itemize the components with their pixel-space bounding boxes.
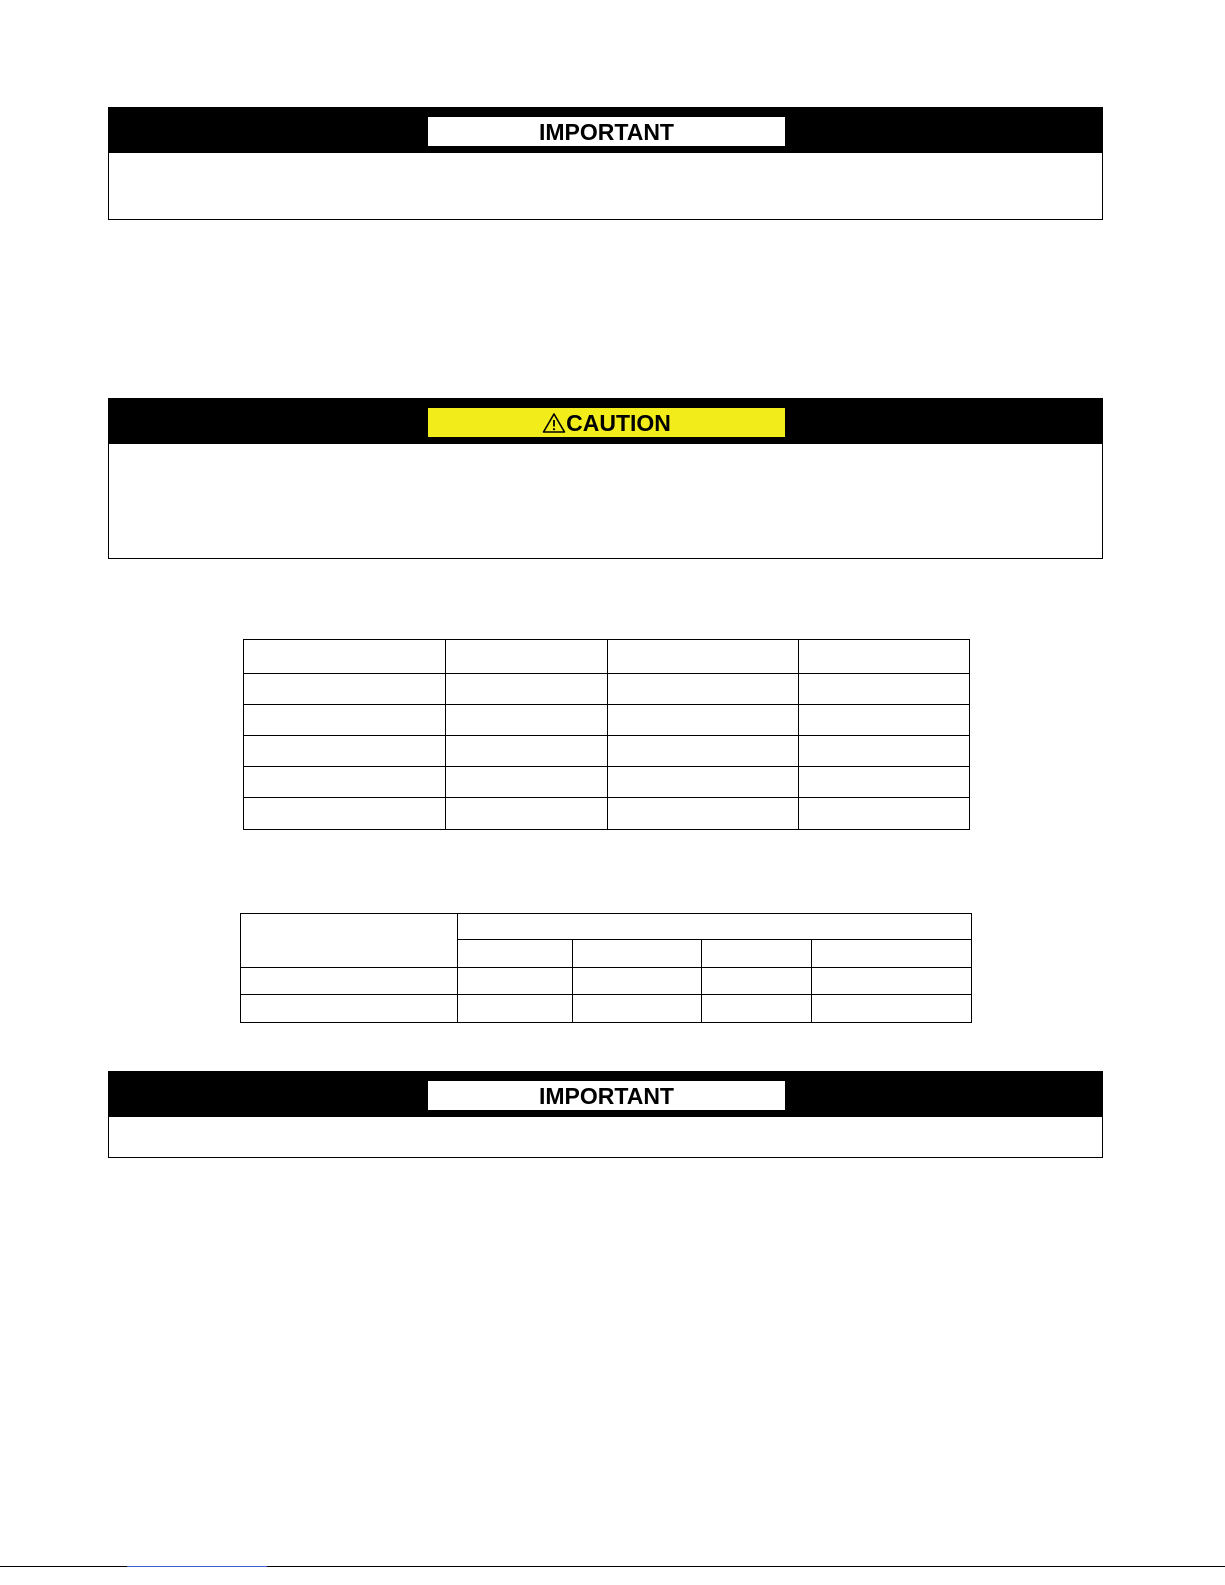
table-cell bbox=[799, 705, 970, 736]
table-cell bbox=[799, 640, 970, 674]
table-cell bbox=[446, 798, 608, 830]
table-cell bbox=[446, 674, 608, 705]
table-cell bbox=[244, 767, 446, 798]
notice-header bbox=[109, 108, 1102, 153]
table-row bbox=[244, 798, 970, 830]
table-cell bbox=[702, 940, 812, 968]
caution-notice bbox=[108, 398, 1103, 559]
table-cell bbox=[241, 995, 458, 1023]
spec-table-1 bbox=[243, 639, 970, 830]
footer-link-underline[interactable] bbox=[127, 1566, 267, 1567]
table-row bbox=[241, 968, 972, 995]
table-cell bbox=[458, 914, 972, 940]
table-row bbox=[244, 736, 970, 767]
table-cell bbox=[244, 798, 446, 830]
table-row bbox=[244, 640, 970, 674]
important-notice-2 bbox=[108, 1071, 1103, 1158]
warning-triangle-icon bbox=[542, 411, 566, 441]
table-cell bbox=[446, 705, 608, 736]
table-cell bbox=[799, 674, 970, 705]
table-cell bbox=[812, 968, 972, 995]
important-notice-1 bbox=[108, 107, 1103, 220]
table-cell bbox=[812, 995, 972, 1023]
table-cell bbox=[702, 995, 812, 1023]
table-cell bbox=[458, 995, 573, 1023]
table-cell bbox=[608, 736, 799, 767]
spec-table-2 bbox=[240, 913, 972, 1023]
notice-header bbox=[109, 1072, 1102, 1117]
table-cell bbox=[446, 767, 608, 798]
table-cell bbox=[608, 705, 799, 736]
table-cell bbox=[799, 736, 970, 767]
table-cell bbox=[608, 674, 799, 705]
table-cell bbox=[812, 940, 972, 968]
table-row bbox=[244, 767, 970, 798]
table-cell bbox=[702, 968, 812, 995]
caution-label bbox=[428, 408, 785, 437]
important-label: IMPORTANT bbox=[428, 117, 785, 146]
table-cell bbox=[244, 640, 446, 674]
table-row bbox=[241, 995, 972, 1023]
table-cell bbox=[608, 767, 799, 798]
table-cell bbox=[446, 736, 608, 767]
table-cell bbox=[458, 940, 573, 968]
notice-header bbox=[109, 399, 1102, 444]
table-row bbox=[241, 914, 972, 940]
table-cell bbox=[608, 798, 799, 830]
table-cell bbox=[799, 767, 970, 798]
table-cell bbox=[244, 674, 446, 705]
table-cell bbox=[458, 968, 573, 995]
table-cell bbox=[241, 968, 458, 995]
table-cell bbox=[573, 995, 702, 1023]
table-row bbox=[244, 674, 970, 705]
table-cell bbox=[608, 640, 799, 674]
table-cell bbox=[244, 736, 446, 767]
table-row bbox=[244, 705, 970, 736]
important-label: IMPORTANT bbox=[428, 1081, 785, 1110]
table-cell bbox=[573, 940, 702, 968]
table-cell bbox=[241, 914, 458, 968]
table-cell bbox=[244, 705, 446, 736]
table-cell bbox=[573, 968, 702, 995]
table-cell bbox=[799, 798, 970, 830]
caution-label-text: CAUTION bbox=[566, 410, 671, 436]
table-cell bbox=[446, 640, 608, 674]
